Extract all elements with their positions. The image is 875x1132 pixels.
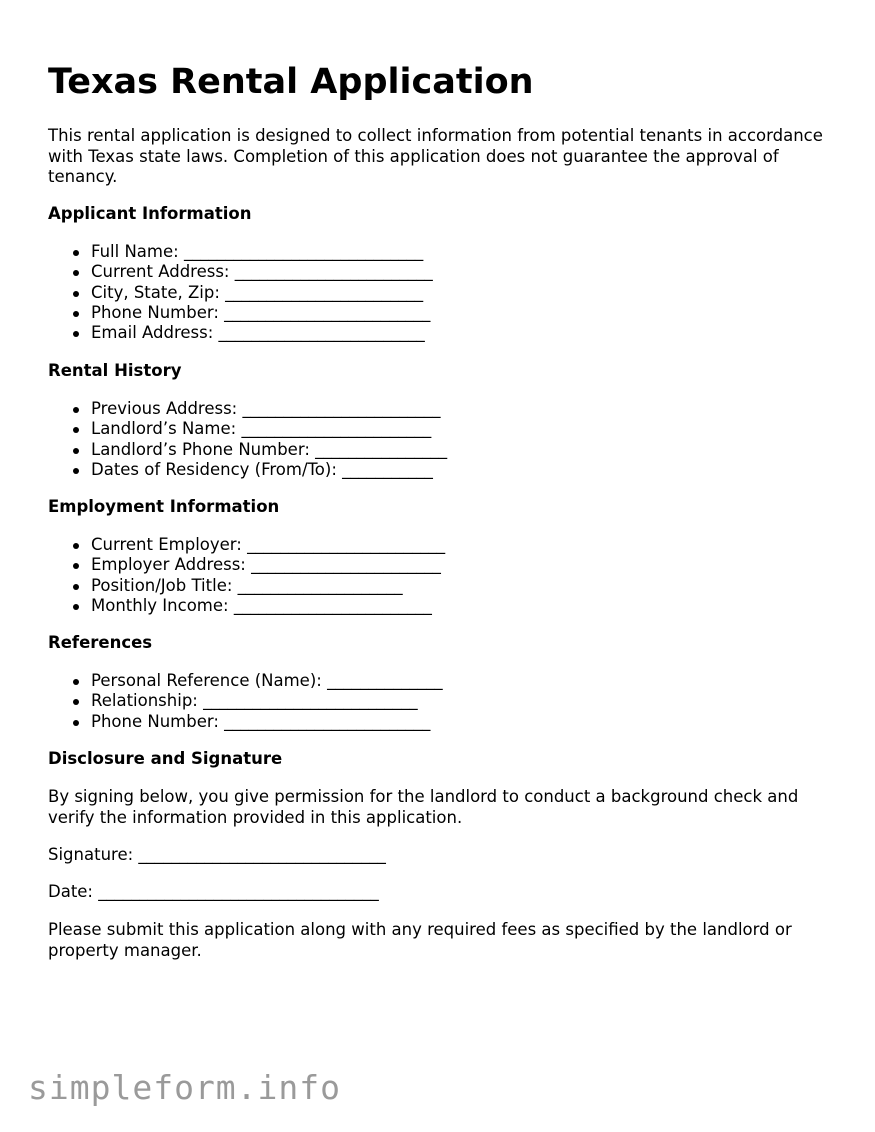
- list-item-email-address: Email Address: _________________________: [48, 323, 433, 343]
- applicant-heading: Applicant Information: [48, 204, 252, 223]
- employment-list: [48, 535, 445, 616]
- list-item-landlord-name: Landlord’s Name: _______________________: [48, 419, 447, 439]
- list-item-reference-phone: Phone Number: _________________________: [48, 712, 443, 732]
- list-item-current-employer: Current Employer: ________________________: [48, 535, 445, 555]
- page-title: Texas Rental Application: [48, 62, 534, 102]
- list-item-phone-number: Phone Number: _________________________: [48, 303, 433, 323]
- list-item-position-title: Position/Job Title: ____________________: [48, 576, 445, 596]
- list-item-relationship: Relationship: __________________________: [48, 691, 443, 711]
- list-item-landlord-phone: Landlord’s Phone Number: ________________: [48, 440, 447, 460]
- intro-paragraph: This rental application is designed to collect information from potential tenants in accordance with Texas state laws. Completion of this application does not guarantee the approval of tenancy.: [48, 126, 823, 186]
- applicant-list: [48, 242, 433, 343]
- signature-line: Signature: ______________________________: [48, 845, 386, 864]
- disclosure-heading: Disclosure and Signature: [48, 749, 283, 768]
- list-item-current-address: Current Address: ________________________: [48, 262, 433, 282]
- list-item-dates-of-residency: Dates of Residency (From/To): ___________: [48, 460, 447, 480]
- date-line: Date: __________________________________: [48, 882, 379, 901]
- list-item-employer-address: Employer Address: _______________________: [48, 555, 445, 575]
- list-item-personal-reference: Personal Reference (Name): ______________: [48, 671, 443, 691]
- list-item-city-state-zip: City, State, Zip: ________________________: [48, 283, 433, 303]
- list-item-previous-address: Previous Address: ________________________: [48, 399, 447, 419]
- references-heading: References: [48, 633, 153, 652]
- rental-history-heading: Rental History: [48, 361, 182, 380]
- references-list: [48, 671, 443, 732]
- list-item-monthly-income: Monthly Income: ________________________: [48, 596, 445, 616]
- list-item-full-name: Full Name: _____________________________: [48, 242, 433, 262]
- watermark-text: simpleform.info: [28, 1068, 342, 1107]
- closing-paragraph: Please submit this application along with any required fees as specified by the landlord or property manager.: [48, 920, 792, 960]
- disclosure-paragraph: By signing below, you give permission for the landlord to conduct a background check and verify the information provided in this application.: [48, 787, 799, 827]
- employment-heading: Employment Information: [48, 497, 280, 516]
- rental-history-list: [48, 399, 447, 480]
